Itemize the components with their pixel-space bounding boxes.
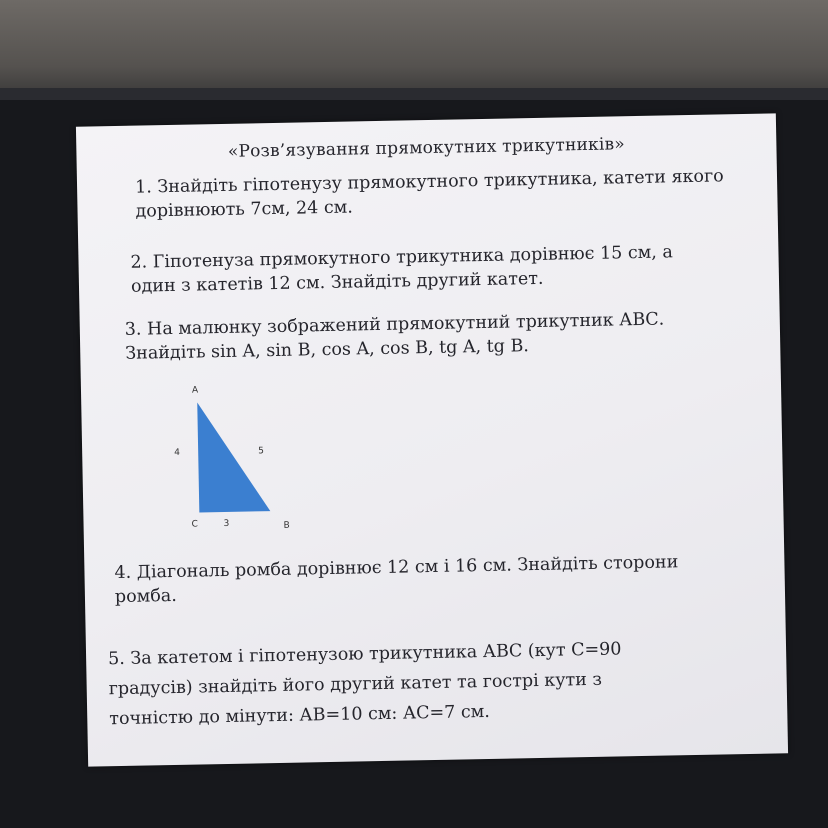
monitor-bezel — [0, 88, 828, 100]
task-4 — [114, 548, 775, 609]
right-triangle-abc — [197, 401, 270, 512]
task-3-line-2: Знайдіть sin A, sin B, cos A, cos B, tg A, tg B. — [125, 336, 530, 364]
vertex-b-label: B — [283, 520, 290, 531]
task-5-line-1: 5. За катетом і гіпотенузою трикутника АВС (кут С=90 — [107, 639, 622, 670]
side-ac-label: 4 — [174, 447, 181, 458]
vertex-c-label: C — [191, 519, 198, 530]
task-1-line-2: дорівнюють 7см, 24 см. — [135, 197, 354, 222]
worksheet — [76, 113, 788, 766]
side-cb-label: 3 — [223, 518, 230, 530]
task-4-line-1: 4. Діагональ ромба дорівнює 12 см і 16 см. Знайдіть сторони — [114, 552, 679, 584]
task-3 — [125, 306, 746, 366]
task-2-line-2: один з катетів 12 см. Знайдіть другий катет. — [130, 268, 544, 297]
task-2-line-1: 2. Гіпотенуза прямокутного трикутника дорівнює 15 см, а — [130, 242, 674, 273]
task-3-line-1: 3. На малюнку зображений прямокутний трикутник АВС. — [124, 309, 665, 340]
task-1-line-1: 1. Знайдіть гіпотенузу прямокутного трикутника, катети якого — [134, 166, 724, 198]
task-4-line-2: ромба. — [114, 585, 178, 608]
side-ab-label: 5 — [258, 446, 265, 457]
task-1 — [135, 164, 756, 224]
triangle-diagram — [161, 372, 314, 535]
task-2 — [130, 239, 751, 299]
task-5-line-3: точністю до мінути: АВ=10 см: АС=7 см. — [109, 701, 491, 730]
task-5-line-2: градусів) знайдіть його другий катет та гострі кути з — [108, 669, 603, 700]
worksheet-title: «Розв’язування прямокутних трикутників» — [227, 134, 626, 162]
background-wall — [0, 0, 828, 95]
vertex-a-label: A — [191, 385, 199, 396]
task-5 — [108, 633, 710, 735]
